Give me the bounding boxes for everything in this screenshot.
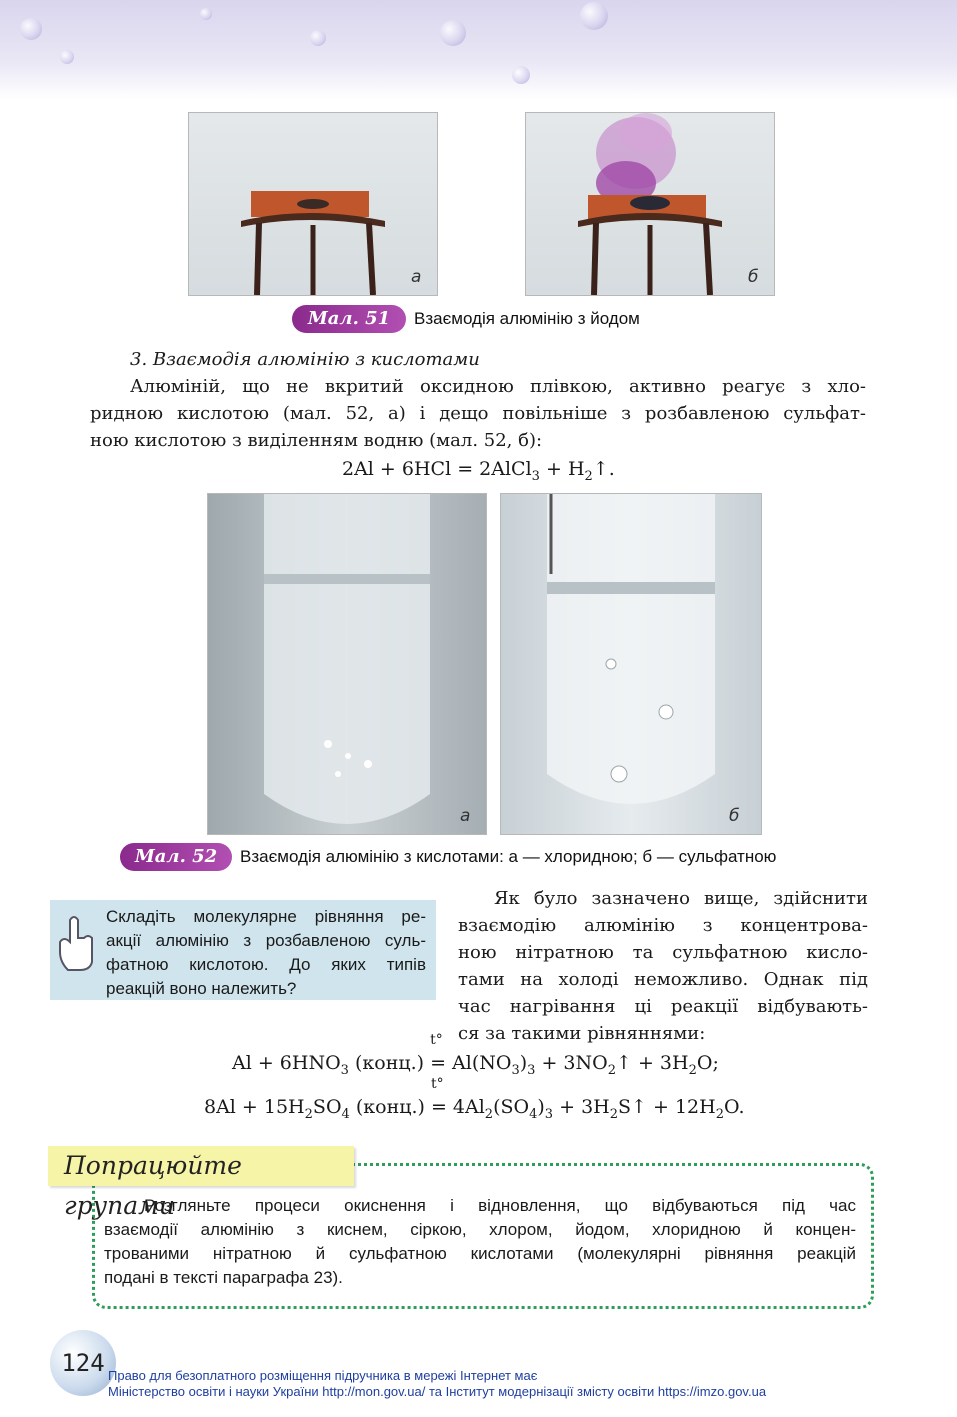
bubble-decoration <box>580 2 608 30</box>
section-paragraph <box>90 373 866 454</box>
bubble-decoration <box>60 50 74 64</box>
heating-condition: t° <box>430 1076 444 1092</box>
figure-52a-label: а <box>460 806 471 826</box>
group-line: трованими нітратною й сульфатною кислотами (молекулярні рівняння реакцій <box>104 1244 856 1263</box>
group-line: подані в тексті параграфа 23). <box>104 1268 343 1287</box>
figure-52-caption: Взаємодія алюмінію з кислотами: а — хлоридною; б — сульфатною <box>240 847 777 866</box>
bubble-decoration <box>512 66 530 84</box>
footer-line: Право для безоплатного розміщення підручника в мережі Інтернет має <box>108 1368 538 1383</box>
page-number: 124 <box>50 1330 116 1396</box>
group-line: Розгляньте процеси окиснення і відновлення, що відбуваються під час <box>144 1196 856 1215</box>
figure-52-tag: Мал. 52 <box>120 843 232 871</box>
task-line: Складіть молекулярне рівняння ре- <box>106 907 426 926</box>
figure-51b-label: б <box>748 267 759 287</box>
figure-51-tag: Мал. 51 <box>292 305 406 333</box>
paragraph-line: ся за такими рівняннями: <box>458 1023 706 1044</box>
test-tube-h2so4-illustration <box>501 494 761 834</box>
figure-51b-photo <box>525 112 775 296</box>
group-work-text <box>104 1194 856 1290</box>
paragraph-line: час нагрівання ці реакції відбувають- <box>458 996 868 1017</box>
figure-52b-photo <box>500 493 762 835</box>
section-heading: 3. Взаємодія алюмінію з кислотами <box>130 349 480 370</box>
footer-line: Міністерство освіти і науки України http://mon.gov.ua/ та Інститут модернізації змісту освіти https://imzo.gov.ua <box>108 1384 767 1399</box>
group-work-label: Попрацюйте групами <box>48 1146 354 1186</box>
figure-52b-label: б <box>729 806 740 826</box>
group-line: взаємодії алюмінію з киснем, сіркою, хлором, йодом, хлоридною й концен- <box>104 1220 856 1239</box>
figure-51a-label: а <box>411 267 422 287</box>
bubble-decoration <box>310 30 326 46</box>
paragraph-line: тами на холоді неможливо. Однак під <box>458 969 868 990</box>
heating-condition: t° <box>430 1032 443 1048</box>
figure-52a-photo <box>207 493 487 835</box>
right-paragraph <box>458 885 868 1047</box>
footer-notice <box>108 1368 766 1400</box>
paragraph-line: ридною кислотою (мал. 52, а) і дещо повільніше з розбавленою сульфат- <box>90 403 866 424</box>
bubble-decoration <box>200 8 212 20</box>
equation-al-hno3: $Al + 6HNO_3$ (конц.) t° = $Al(NO_3)_3$ + $3NO_2↑ + 3H_2O$; <box>232 1032 719 1078</box>
figure-51a-photo <box>188 112 438 296</box>
task-line: акції алюмінію з розбавленою суль- <box>106 931 426 950</box>
header-decoration <box>0 0 957 100</box>
task-line: реакцій воно належить? <box>106 979 297 998</box>
bubble-decoration <box>20 18 42 40</box>
hand-pointer-icon <box>54 912 98 972</box>
task-text <box>106 905 426 1001</box>
bubble-decoration <box>440 20 466 46</box>
paragraph-line: Як було зазначено вище, здійснити <box>494 888 868 909</box>
paragraph-line: ною нітратною та сульфатною кисло- <box>458 942 868 963</box>
task-line: фатною кислотою. До яких типів <box>106 955 426 974</box>
figure-51-caption: Взаємодія алюмінію з йодом <box>414 309 640 328</box>
tripod-illustration <box>189 113 437 295</box>
equation-al-h2so4: $8Al + 15H_2SO_4$ (конц.) t° = $4Al_2(SO_4)_3$ + $3H_2S↑ + 12H_2O$. <box>204 1076 745 1122</box>
paragraph-line: взаємодію алюмінію з концентрова- <box>458 915 868 936</box>
tripod-with-vapor-illustration <box>526 113 774 295</box>
equation-al-hcl: 2Al + 6HCl = 2AlCl$_3$ + $H_2↑$. <box>342 458 615 484</box>
test-tube-hcl-illustration <box>208 494 486 834</box>
paragraph-line: Алюміній, що не вкритий оксидною плівкою, активно реагує з хло- <box>130 376 866 397</box>
paragraph-line: ною кислотою з виділенням водню (мал. 52, б): <box>90 430 543 451</box>
